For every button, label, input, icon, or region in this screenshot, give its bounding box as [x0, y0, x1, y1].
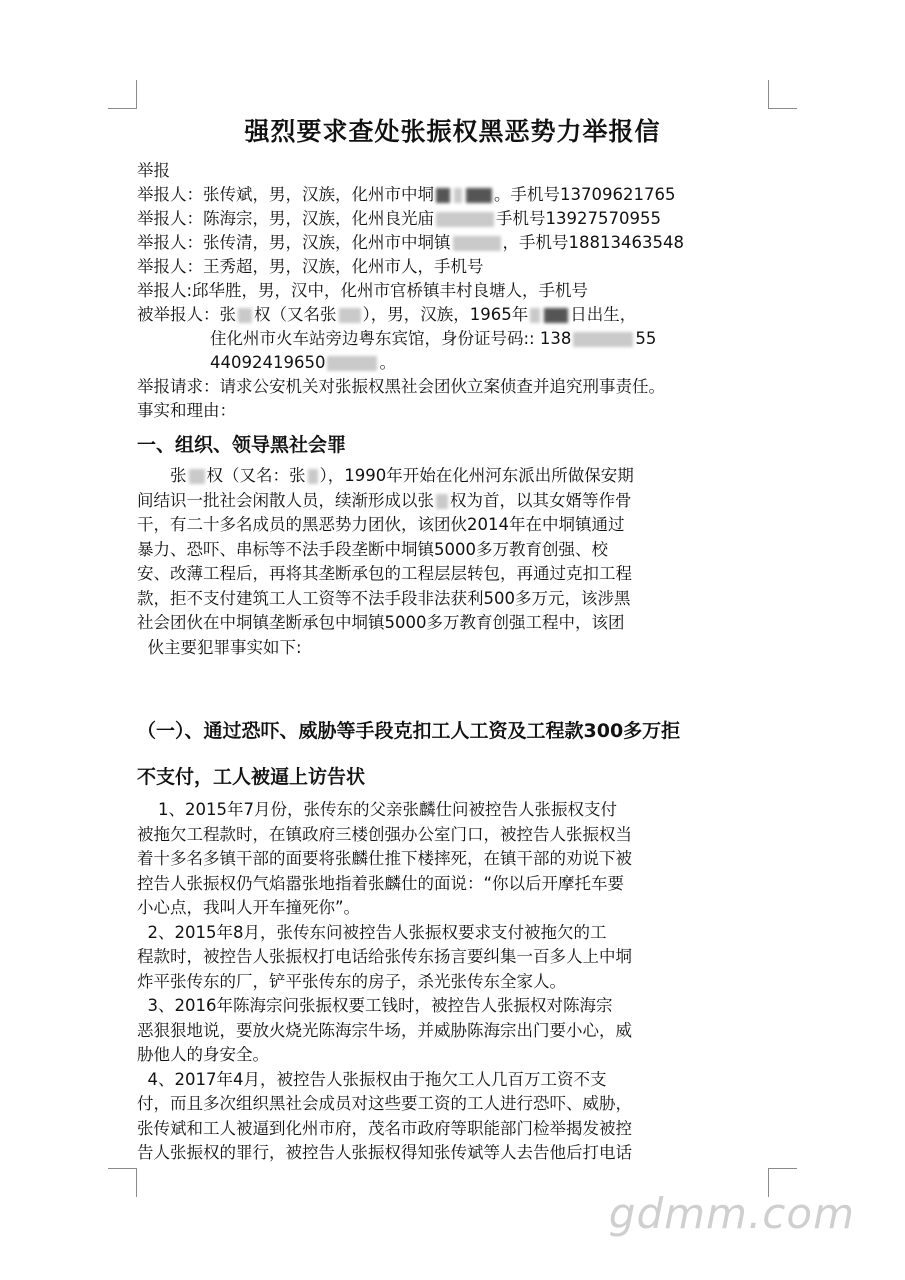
crop-mark-bottom-left [108, 1168, 137, 1197]
crop-mark-top-left [108, 80, 137, 109]
paragraph-line: 间结识一批社会闲散人员，续渐形成以张 权为首，以其女婿等作骨 [137, 490, 632, 510]
paragraph-line: 2、2015年8月，张传东问被控告人张振权要求支付被拖欠的工 [137, 922, 607, 942]
paragraph-line: 付，而且多次组织黑社会成员对这些要工资的工人进行恐吓、威胁， [137, 1094, 632, 1113]
subsection-heading-cont: 不支付，工人被逼上访告状 [137, 766, 366, 788]
paragraph-line: 暴力、恐吓、串标等不法手段垄断中垌镇5000多万教育创强、校 [137, 539, 608, 559]
redaction [189, 469, 205, 484]
redaction [544, 308, 568, 323]
header-line: 举报 [137, 161, 170, 180]
reporter-line: 举报人：王秀超，男，汉族，化州市人，手机号 [137, 257, 484, 276]
paragraph-line: 着十多名多镇干部的面要将张麟仕推下楼摔死，在镇干部的劝说下被 [137, 849, 632, 868]
paragraph-line: 程款时，被控告人张振权打电话给张传东扬言要纠集一百多人上中垌 [137, 947, 632, 966]
redaction [327, 356, 377, 371]
paragraph-line: 小心点，我叫人开车撞死你”。 [137, 898, 361, 917]
paragraph-line: 安、改薄工程后，再将其垄断承包的工程层层转包，再通过克扣工程 [137, 564, 632, 583]
redaction [573, 332, 633, 347]
document-title: 强烈要求查处张振权黑恶势力举报信 [244, 117, 661, 146]
facts-label: 事实和理由： [137, 401, 236, 420]
paragraph-line: 干，有二十多名成员的黑恶势力团伙，该团伙2014年在中垌镇通过 [137, 515, 625, 534]
reporter-line: 举报人：张传清，男，汉族，化州市中垌镇 ，手机号18813463548 [137, 233, 684, 252]
paragraph-line: 被拖欠工程款时，在镇政府三楼创强办公室门口，被控告人张振权当 [137, 824, 632, 844]
paragraph-line: 控告人张振权仍气焰嚣张地指着张麟仕的面说：“你以后开摩托车要 [137, 873, 625, 893]
reporter-line: 举报人：陈海宗，男，汉族，化州良光庙 手机号13927570955 [137, 209, 661, 228]
subsection-heading: （一）、通过恐吓、威胁等手段克扣工人工资及工程款300多万拒 [137, 720, 681, 742]
section2-paragraphs [137, 798, 697, 1166]
paragraph-line: 恶狠狠地说，要放火烧光陈海宗牛场，并威胁陈海宗出门要小心，威 [137, 1020, 632, 1040]
paragraph-line: 3、2016年陈海宗问张振权要工钱时，被控告人张振权对陈海宗 [137, 996, 613, 1015]
paragraph-line: 胁他人的身安全。 [137, 1045, 269, 1064]
reporter-line: 举报人：张传斌，男，汉族，化州市中垌 。手机号13709621765 [137, 185, 676, 204]
section-heading: 一、组织、领导黑社会罪 [137, 434, 347, 456]
redaction [436, 494, 448, 509]
request-line: 举报请求：请求公安机关对张振权黑社会团伙立案侦查并追究刑事责任。 [137, 377, 665, 396]
redaction [453, 236, 501, 251]
redaction [530, 308, 540, 323]
paragraph-line: 社会团伙在中垌镇垄断承包中垌镇5000多万教育创强工程中，该团 [137, 613, 625, 632]
accused-id-line: 44092419650 。 [210, 353, 396, 372]
paragraph-line: 4、2017年4月，被控告人张振权由于拖欠工人几百万工资不支 [137, 1069, 607, 1089]
redaction [454, 188, 462, 203]
redaction [436, 188, 450, 203]
accused-address-line: 住化州市火车站旁边粤东宾馆，身份证号码:: 138 55 [210, 329, 657, 348]
redaction [308, 469, 318, 484]
section1-paragraph [137, 464, 697, 660]
accused-line: 被举报人：张 权（又名张 ），男，汉族，1965年 日出生， [137, 305, 637, 324]
paragraph-line: 款，拒不支付建筑工人工资等不法手段非法获利500多万元，该涉黑 [137, 588, 631, 608]
watermark: gdmm.com [608, 1189, 855, 1238]
paragraph-line: 炸平张传东的厂，铲平张传东的房子，杀光张传东全家人。 [137, 971, 566, 991]
paragraph-line: 告人张振权的罪行，被控告人张振权得知张传斌等人去告他后打电话 [137, 1143, 632, 1162]
redaction [436, 212, 494, 227]
redaction [466, 188, 492, 203]
crop-mark-top-right [768, 80, 797, 109]
paragraph-line: 张 权（又名：张 ），1990年开始在化州河东派出所做保安期 [170, 466, 634, 485]
paragraph-line: 张传斌和工人被逼到化州市府，茂名市政府等职能部门检举揭发被控 [137, 1118, 632, 1138]
reporter-line: 举报人:邱华胜，男，汉中，化州市官桥镇丰村良塘人，手机号 [137, 281, 589, 300]
redaction [339, 308, 361, 323]
redaction [238, 308, 252, 323]
paragraph-line: 伙主要犯罪事实如下: [147, 637, 302, 657]
paragraph-line: 1、2015年7月份，张传东的父亲张麟仕问被控告人张振权支付 [137, 800, 617, 819]
